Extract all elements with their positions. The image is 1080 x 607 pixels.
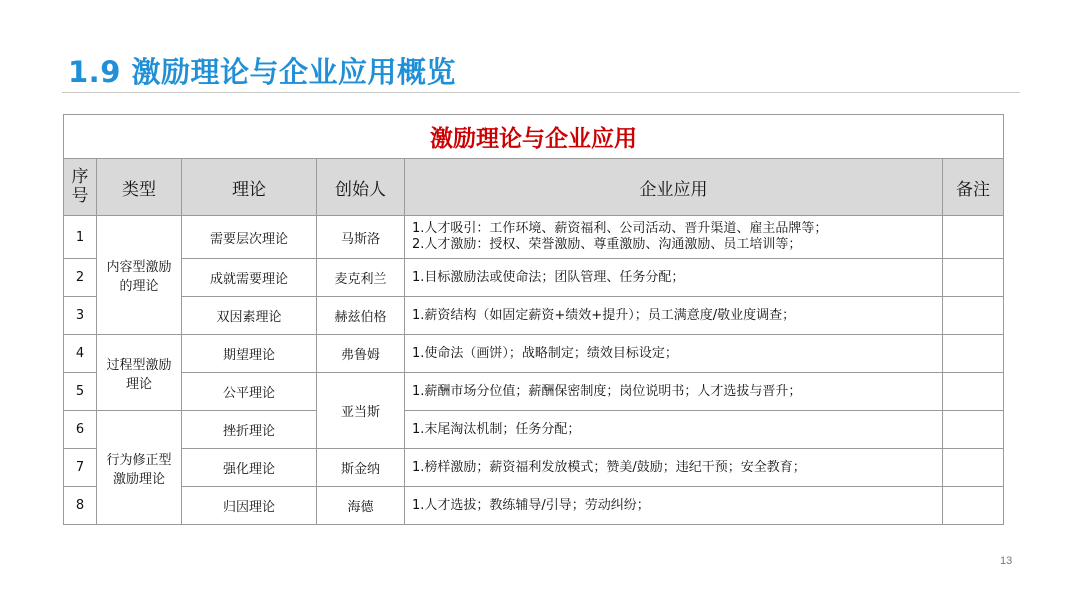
seq-cell: 6: [64, 411, 97, 449]
seq-cell: 7: [64, 449, 97, 487]
remarks-cell: [943, 259, 1004, 297]
seq-cell: 4: [64, 335, 97, 373]
theory-cell: 需要层次理论: [182, 216, 317, 259]
founder-cell: 马斯洛: [317, 216, 405, 259]
table-row: [64, 297, 1004, 335]
theory-table: [63, 114, 1004, 525]
theory-cell: 挫折理论: [182, 411, 317, 449]
application-cell: 1.薪酬市场分位值；薪酬保密制度；岗位说明书；人才选拔与晋升；: [405, 373, 943, 411]
founder-cell: 海德: [317, 487, 405, 525]
group-cell-process: [97, 335, 182, 411]
header-seq: [64, 159, 97, 216]
header-founder: 创始人: [317, 159, 405, 216]
remarks-cell: [943, 411, 1004, 449]
application-cell: [405, 216, 943, 259]
page-number: 13: [1000, 555, 1013, 567]
application-cell: 1.榜样激励；薪资福利发放模式；赞美/鼓励；违纪干预；安全教育；: [405, 449, 943, 487]
theory-cell: 期望理论: [182, 335, 317, 373]
seq-cell: 3: [64, 297, 97, 335]
group-label-line2: 激励理论: [112, 471, 165, 487]
table-row: [64, 216, 1004, 259]
remarks-cell: [943, 297, 1004, 335]
header-theory: 理论: [182, 159, 317, 216]
application-cell: 1.目标激励法或使命法；团队管理、任务分配；: [405, 259, 943, 297]
table-row: [64, 449, 1004, 487]
group-cell-behavior: [97, 411, 182, 525]
application-line: 1.人才吸引：工作环境、薪资福利、公司活动、晋升渠道、雇主品牌等；: [412, 221, 828, 236]
remarks-cell: [943, 373, 1004, 411]
group-label-line1: 行为修正型: [106, 452, 172, 468]
group-label-line1: 内容型激励: [106, 260, 172, 275]
table-row: [64, 259, 1004, 297]
header-remarks: 备注: [943, 159, 1004, 216]
theory-cell: 公平理论: [182, 373, 317, 411]
remarks-cell: [943, 216, 1004, 259]
group-label-line1: 过程型激励: [106, 357, 172, 373]
theory-cell: 归因理论: [182, 487, 317, 525]
seq-cell: 8: [64, 487, 97, 525]
header-seq-line1: 序: [71, 167, 89, 187]
table-row: [64, 335, 1004, 373]
seq-cell: 5: [64, 373, 97, 411]
theory-cell: 强化理论: [182, 449, 317, 487]
founder-cell: 斯金纳: [317, 449, 405, 487]
founder-cell: 赫兹伯格: [317, 297, 405, 335]
application-cell: 1.人才选拔；教练辅导/引导；劳动纠纷；: [405, 487, 943, 525]
remarks-cell: [943, 487, 1004, 525]
header-type: 类型: [97, 159, 182, 216]
table-row: [64, 373, 1004, 411]
remarks-cell: [943, 335, 1004, 373]
title-divider: [62, 92, 1020, 93]
seq-cell: 2: [64, 259, 97, 297]
application-line: 2.人才激励：授权、荣誉激励、尊重激励、沟通激励、员工培训等；: [412, 237, 802, 252]
header-application: 企业应用: [405, 159, 943, 216]
founder-cell: 弗鲁姆: [317, 335, 405, 373]
group-label-line2: 的理论: [119, 279, 159, 294]
group-cell-content: [97, 216, 182, 335]
table-caption: 激励理论与企业应用: [64, 115, 1004, 159]
group-label-line2: 理论: [125, 376, 152, 392]
founder-cell: 麦克利兰: [317, 259, 405, 297]
founder-cell: 亚当斯: [317, 373, 405, 449]
theory-cell: 成就需要理论: [182, 259, 317, 297]
theory-cell: 双因素理论: [182, 297, 317, 335]
remarks-cell: [943, 449, 1004, 487]
application-cell: 1.薪资结构（如固定薪资+绩效+提升）；员工满意度/敬业度调查；: [405, 297, 943, 335]
slide-title: 1.9 激励理论与企业应用概览: [68, 55, 456, 89]
application-cell: 1.使命法（画饼）；战略制定；绩效目标设定；: [405, 335, 943, 373]
application-cell: 1.末尾淘汰机制；任务分配；: [405, 411, 943, 449]
header-seq-line2: 号: [71, 186, 89, 206]
seq-cell: 1: [64, 216, 97, 259]
table-row: [64, 487, 1004, 525]
table-row: [64, 411, 1004, 449]
